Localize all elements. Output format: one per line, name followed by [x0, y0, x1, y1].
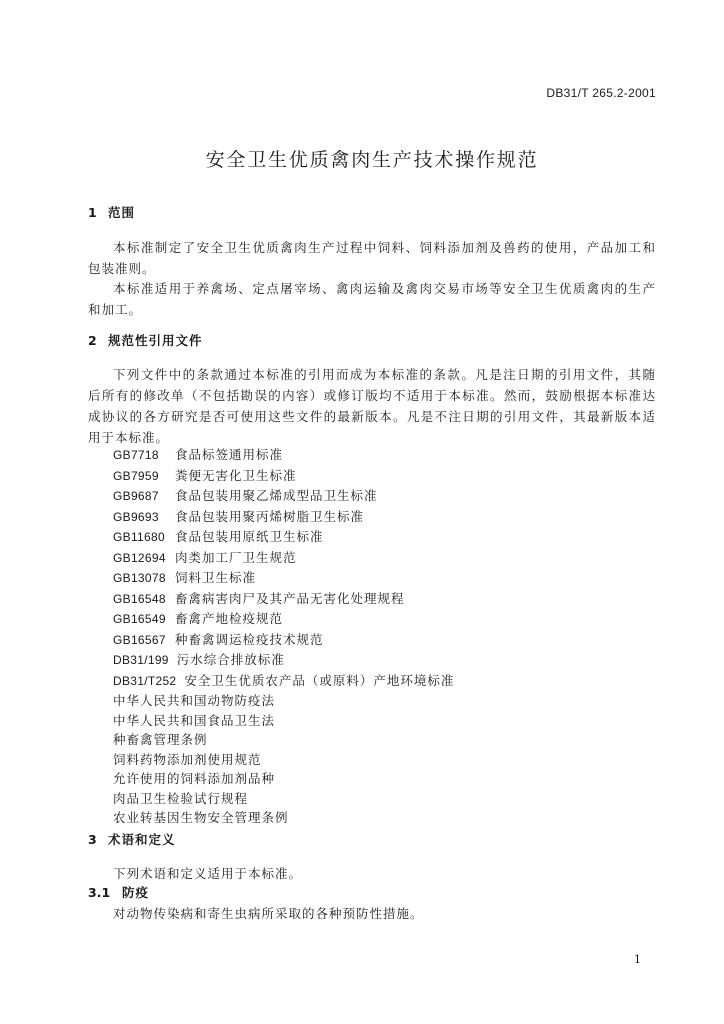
- reference-item: [88, 711, 656, 731]
- reference-title: 食品包装用聚丙烯树脂卫生标准: [175, 508, 365, 524]
- reference-item: [88, 630, 656, 651]
- reference-title: 粪便无害化卫生标准: [175, 467, 297, 483]
- reference-title: 污水综合排放标准: [176, 652, 285, 667]
- section-2-heading: [88, 332, 656, 350]
- reference-title: 中华人民共和国食品卫生法: [113, 712, 276, 728]
- reference-code: GB12694: [113, 550, 166, 565]
- reference-item: [88, 568, 656, 589]
- paragraph-line: 下列文件中的条款通过本标准的引用而成为本标准的条款。凡是注日期的引用文件，其随: [113, 367, 656, 382]
- section-2-paragraph: [88, 364, 656, 448]
- section-title: 范围: [108, 205, 136, 220]
- paragraph-line: 下列术语和定义适用于本标准。: [113, 866, 303, 881]
- definition-line: 对动物传染病和寄生虫病所采取的各种预防性措施。: [113, 906, 424, 921]
- reference-title: 饲料卫生标准: [175, 570, 257, 585]
- reference-code: GB9693: [113, 509, 159, 524]
- reference-title: 饲料药物添加剂使用规范: [113, 751, 262, 767]
- section-title: 规范性引用文件: [108, 333, 203, 348]
- reference-item: [88, 730, 656, 750]
- reference-item: [88, 527, 656, 548]
- paragraph-line: 后所有的修改单（不包括勘误的内容）或修订版均不适用于本标准。然而，鼓励根据本标准达: [88, 388, 656, 403]
- page-number: 1: [634, 953, 641, 966]
- reference-title: 畜禽产地检疫规范: [175, 611, 284, 626]
- section-1-paragraph-2: [88, 278, 656, 320]
- paragraph-line: 本标准制定了安全卫生优质禽肉生产过程中饲料、饲料添加剂及兽药的使用，产品加工和: [113, 240, 656, 255]
- paragraph-line: 成协议的各方研究是否可使用这些文件的最新版本。凡是不注日期的引用文件，其最新版本适: [88, 409, 656, 424]
- reference-list: [88, 445, 656, 828]
- reference-title: 安全卫生优质农产品（或原料）产地环境标准: [184, 672, 455, 688]
- standard-code: DB31/T 265.2-2001: [546, 86, 656, 100]
- reference-code: GB16567: [113, 632, 166, 647]
- reference-title: 食品包装用聚乙烯成型品卫生标准: [175, 488, 378, 503]
- paragraph-line: 包装准则。: [88, 261, 156, 276]
- reference-title: 畜禽病害肉尸及其产品无害化处理规程: [175, 590, 405, 606]
- reference-title: 允许使用的饲料添加剂品种: [113, 771, 276, 786]
- paragraph-line: 用于本标准。: [88, 430, 170, 445]
- section-number: 3: [88, 832, 97, 847]
- reference-title: 食品包装用原纸卫生标准: [175, 529, 324, 544]
- reference-item: [88, 466, 656, 487]
- section-number: 2: [88, 333, 97, 348]
- reference-item: [88, 750, 656, 770]
- reference-item: [88, 789, 656, 809]
- reference-item: [88, 609, 656, 630]
- document-title: 安全卫生优质禽肉生产技术操作规范: [205, 149, 539, 171]
- reference-title: 食品标签通用标准: [175, 447, 284, 462]
- reference-item: [88, 589, 656, 610]
- reference-code: GB16548: [113, 591, 166, 606]
- section-number: 1: [88, 205, 97, 220]
- reference-code: GB11680: [113, 530, 165, 544]
- reference-title: 种畜禽调运检疫技术规范: [175, 631, 324, 647]
- section-title: 术语和定义: [108, 832, 176, 847]
- reference-item: [88, 445, 656, 466]
- reference-code: GB7718: [113, 448, 159, 462]
- reference-item: [88, 671, 656, 692]
- reference-code: GB7959: [113, 468, 159, 483]
- reference-item: [88, 548, 656, 569]
- term-3-1-definition: [88, 903, 656, 924]
- section-3-intro: [88, 863, 656, 884]
- reference-item: [88, 650, 656, 671]
- section-1-heading: [88, 204, 656, 222]
- term-3-1-heading: [88, 884, 656, 902]
- reference-item: [88, 486, 656, 507]
- section-3-heading: [88, 831, 656, 849]
- reference-title: 肉品卫生检验试行规程: [113, 790, 249, 806]
- reference-item: [88, 691, 656, 711]
- reference-code: GB9687: [113, 489, 159, 503]
- reference-title: 中华人民共和国动物防疫法: [113, 693, 276, 708]
- paragraph-line: 本标准适用于养禽场、定点屠宰场、禽肉运输及禽肉交易市场等安全卫生优质禽肉的生产: [113, 281, 656, 296]
- paragraph-line: 和加工。: [88, 302, 143, 317]
- reference-item: [88, 507, 656, 528]
- term-title: 防疫: [122, 885, 150, 900]
- reference-title: 农业转基因生物安全管理条例: [113, 810, 289, 825]
- reference-code: GB16549: [113, 612, 166, 626]
- reference-code: GB13078: [113, 571, 166, 585]
- reference-title: 肉类加工厂卫生规范: [175, 549, 297, 565]
- reference-item: [88, 808, 656, 828]
- reference-code: DB31/T252: [113, 673, 177, 688]
- reference-code: DB31/199: [113, 653, 169, 667]
- term-number: 3.1: [88, 885, 111, 900]
- section-1-paragraph-1: [88, 237, 656, 279]
- reference-title: 种畜禽管理条例: [113, 732, 208, 747]
- reference-item: [88, 769, 656, 789]
